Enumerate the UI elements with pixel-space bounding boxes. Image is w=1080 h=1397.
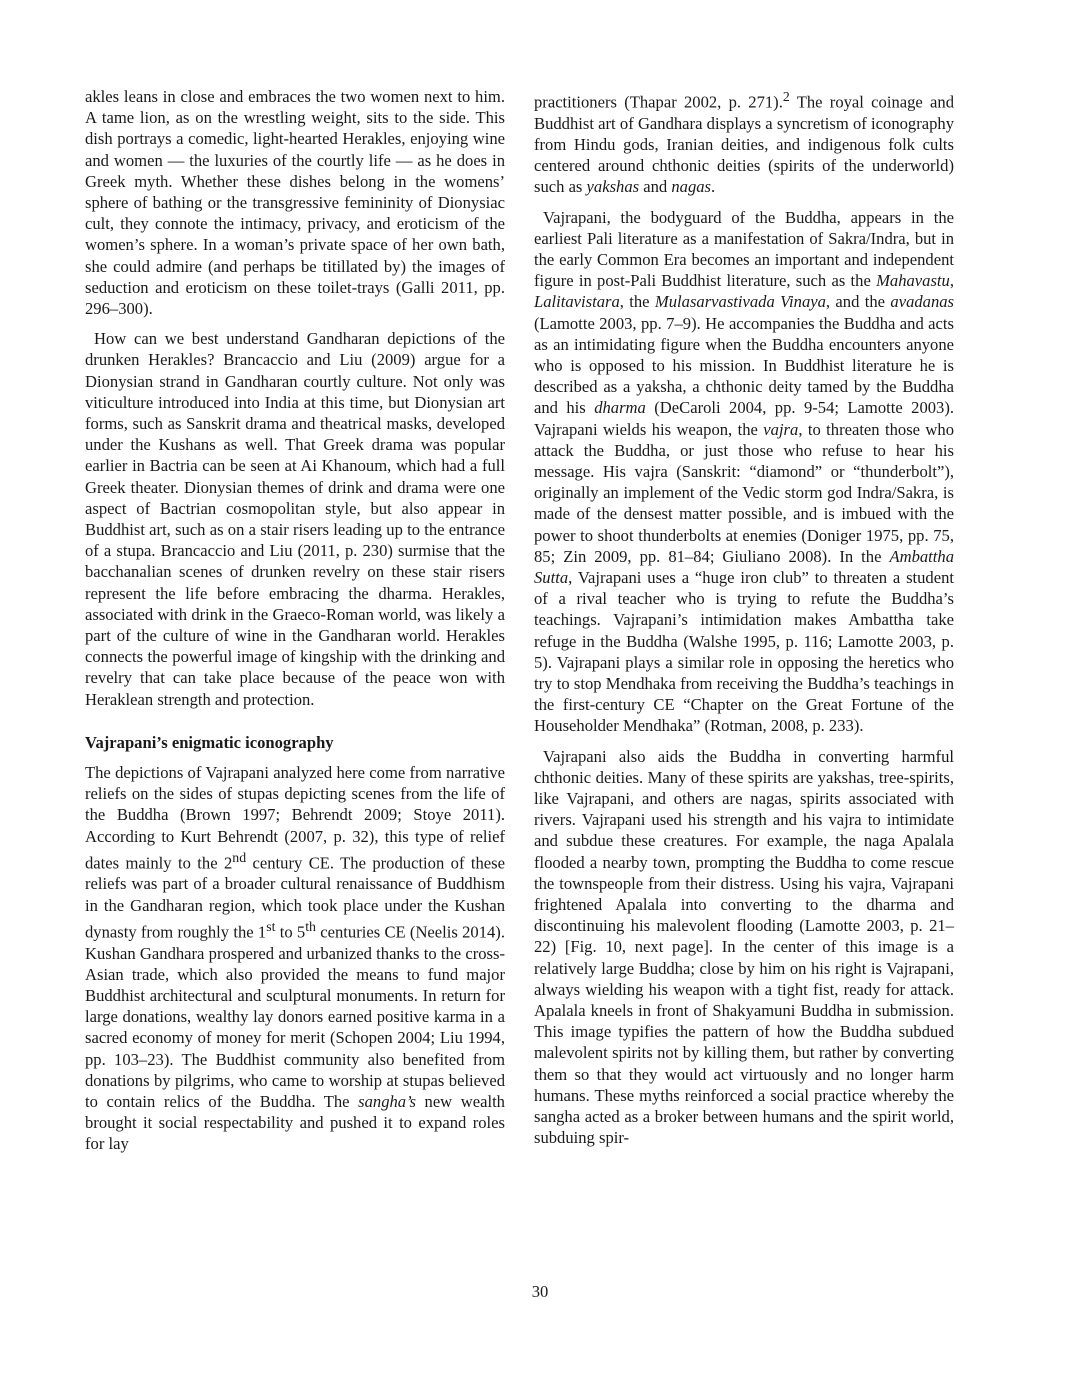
- section-heading: Vajrapani’s enigmatic iconography: [85, 732, 334, 752]
- paragraph-lay-practitioners: practitioners (Thapar 2002, p. 271).$^2$ The royal coinage and Buddhist art of Gandhara displays a syncretism of iconography from Hindu gods, Iranian deities, and indigenous folk cults centered around chthonic deities (spirits of the underworld) such as yakshas and nagas.: [534, 89, 954, 197]
- paragraph-vajrapani-bodyguard: Vajrapani, the bodyguard of the Buddha, appears in the earliest Pali literature as a manifestation of Sakra/Indra, but in the early Common Era becomes an important and independent figure in post-Pali Buddhist literature, such as the Mahavastu, Lalitavistara, the Mulasarvastivada Vinaya, and the avadanas (Lamotte 2003, pp. 7–9). He accompanies the Buddha and acts as an intimidating figure when the Buddha encounters anyone who is opposed to his mission. In Buddhist literature he is described as a yaksha, a chthonic deity tamed by the Buddha and his dharma (DeCaroli 2004, pp. 9-54; Lamotte 2003). Vajrapani wields his weapon, the vajra, to threaten those who attack the Buddha, or just those who refuse to hear his message. His vajra (Sanskrit: “diamond” or “thunderbolt”), originally an implement of the Vedic storm god Indra/Sakra, is made of the densest matter possible, and is imbued with the power to shoot thunderbolts at enemies (Doniger 1975, pp. 75, 85; Zin 2009, pp. 81–84; Giuliano 2008). In the Ambattha Sutta, Vajrapani uses a “huge iron club” to threaten a student of a rival teacher who is trying to refute the Buddha’s teachings. Vajrapani’s intimidation makes Ambattha take refuge in the Buddha (Walshe 1995, p. 116; Lamotte 2003, p. 5). Vajrapani plays a similar role in opposing the heretics who try to stop Mendhaka from receiving the Buddha’s teachings in the first-century CE “Chapter on the Great Fortune of the Householder Mendhaka” (Rotman, 2008, p. 233).: [534, 207, 955, 736]
- paragraph-converting-deities: Vajrapani also aids the Buddha in converting harmful chthonic deities. Many of these spirits are yakshas, tree-spirits, like Vajrapani, and others are nagas, spirits associated with rivers. Vajrapani used his strength and his vajra to intimidate and subdue these creatures. For example, the naga Apalala flooded a nearby town, prompting the Buddha to come rescue the townspeople from their distress. Using his vajra, Vajrapani frightened Apalala into converting to the dharma and discontinuing his malevolent flooding (Lamotte 2003, p. 21–22) [Fig. 10, next page]. In the center of this image is a relatively large Buddha; close by him on his right is Vajrapani, always wielding his weapon with a tight fist, ready for attack. Apalala kneels in front of Shakyamuni Buddha in submission. This image typifies the pattern of how the Buddha subdued malevolent spirits not by killing them, but rather by converting them so that they would act virtuously and no longer harm humans. These myths reinforced a social practice whereby the sangha acted as a broker between humans and the spirit world, subduing spir-: [534, 746, 954, 1148]
- left-column: [85, 86, 505, 1164]
- paragraph-herakles-dish: akles leans in close and embraces the two women next to him. A tame lion, as on the wrestling weight, sits to the side. This dish portrays a comedic, light-hearted Herakles, enjoying wine and women — the luxuries of the courtly life — as he does in Greek myth. Whether these dishes belong in the womens’ sphere of bathing or the transgressive femininity of Dionysiac cult, they connote the intimacy, privacy, and eroticism of the women’s sphere. In a woman’s private space of her own bath, she could admire (and perhaps be titillated by) the images of seduction and eroticism on these toilet-trays (Galli 2011, pp. 296–300).: [85, 87, 505, 319]
- paragraph-drunken-herakles: How can we best understand Gandharan depictions of the drunken Herakles? Brancaccio and Liu (2009) argue for a Dionysian strand in Gandharan courtly culture. Not only was viticulture introduced into India at this time, but Dionysian art forms, such as Sanskrit drama and theatrical masks, developed under the Kushans as well. That Greek drama was popular earlier in Bactria can be seen at Ai Khanoum, which had a full Greek theater. Dionysian themes of drink and drama were one aspect of Bactrian cosmopolitan style, but also appear in Buddhist art, such as on a stair risers leading up to the entrance of a stupa. Brancaccio and Liu (2011, p. 230) surmise that the bacchanalian scenes of drunken revelry on these stair risers represent the life before embracing the dharma. Herakles, associated with drink in the Graeco-Roman world, was likely a part of the culture of wine in the Gandharan world. Herakles connects the powerful image of kingship with the drinking and revelry that can take place because of the peace won with Heraklean strength and protection.: [85, 329, 505, 709]
- right-column: [534, 86, 954, 1157]
- page-number: 30: [531, 1282, 549, 1301]
- paragraph-vajrapani-depictions: The depictions of Vajrapani analyzed here come from narrative reliefs on the sides of stupas depicting scenes from the life of the Buddha (Brown 1997; Behrendt 2009; Stoye 2011). According to Kurt Behrendt (2007, p. 32), this type of relief dates mainly to the 2nd century CE. The production of these reliefs was part of a broader cultural renaissance of Buddhism in the Gandharan region, which took place under the Kushan dynasty from roughly the 1st to 5th centuries CE (Neelis 2014). Kushan Gandhara prospered and urbanized thanks to the cross-Asian trade, which also provided the means to fund major Buddhist architectural and sculptural monuments. In return for large donations, wealthy lay donors earned positive karma in a sacred economy of money for merit (Schopen 2004; Liu 1994, pp. 103–23). The Buddhist community also benefited from donations by pilgrims, who came to worship at stupas believed to contain relics of the Buddha. The sangha’s new wealth brought it social respectability and pushed it to expand roles for lay: [85, 762, 505, 1154]
